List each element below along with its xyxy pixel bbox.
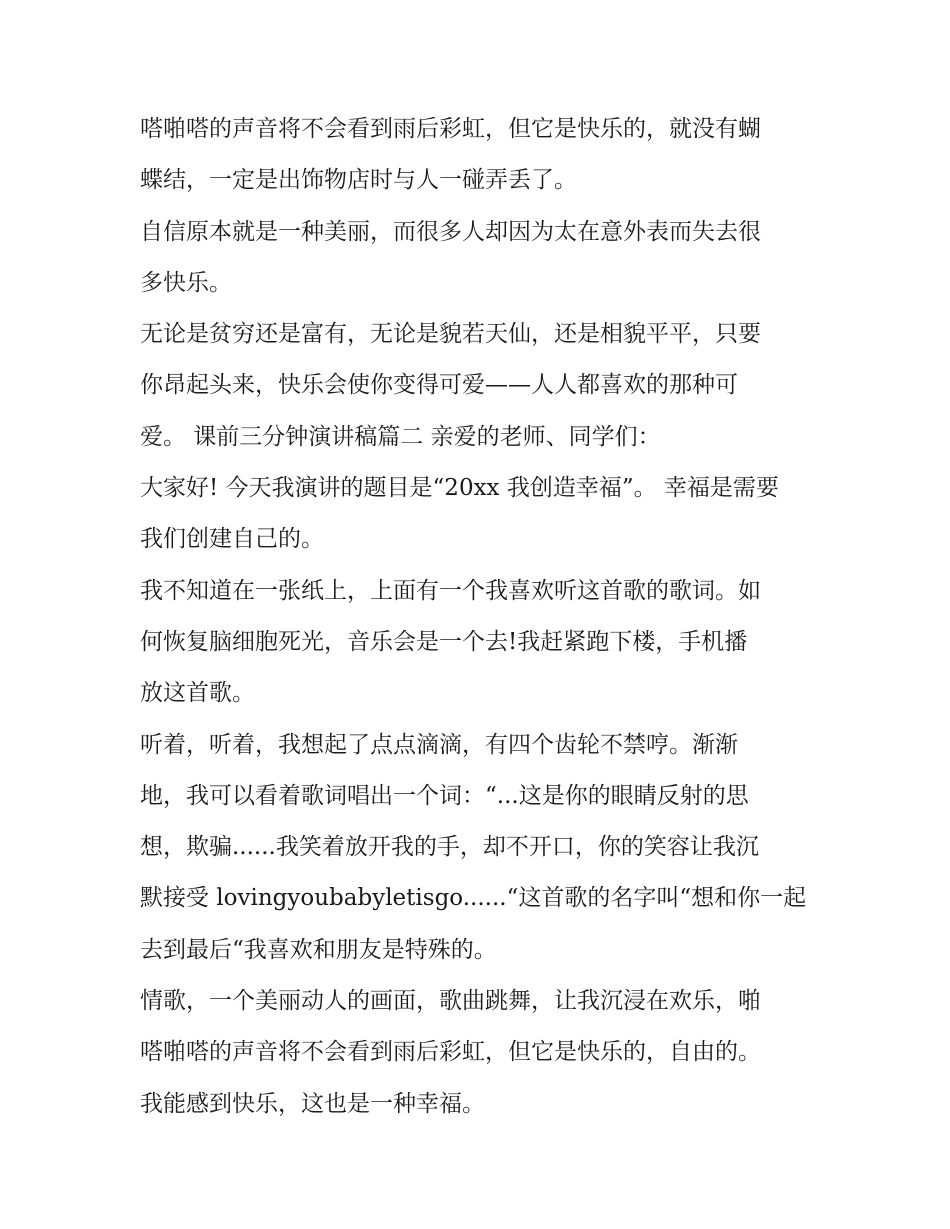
text-line: 听着，听着，我想起了点点滴滴，有四个齿轮不禁哼。渐渐 bbox=[140, 731, 738, 758]
text-line: 大家好! 今天我演讲的题目是“20xx 我创造幸福”。 幸福是需要 bbox=[140, 475, 779, 502]
paragraph-7 bbox=[140, 976, 820, 1130]
text-line: 想，欺骗......我笑着放开我的手，却不开口，你的笑容让我沉 bbox=[140, 834, 759, 861]
text-line: 我能感到快乐，这也是一种幸福。 bbox=[140, 1090, 485, 1117]
text-line: 爱。 课前三分钟演讲稿篇二 亲爱的老师、同学们： bbox=[140, 423, 661, 450]
text-line: 无论是贫穷还是富有，无论是貌若天仙，还是相貌平平，只要 bbox=[140, 321, 761, 348]
text-line: 地，我可以看着歌词唱出一个词：“...这是你的眼睛反射的思 bbox=[140, 782, 749, 809]
document-body bbox=[140, 104, 820, 1130]
paragraph-2 bbox=[140, 207, 820, 310]
paragraph-5 bbox=[140, 566, 820, 720]
text-line: 情歌，一个美丽动人的画面，歌曲跳舞，让我沉浸在欢乐，啪 bbox=[140, 988, 761, 1015]
paragraph-1 bbox=[140, 104, 820, 207]
text-line: 我们创建自己的。 bbox=[140, 526, 324, 553]
text-line: 去到最后“我喜欢和朋友是特殊的。 bbox=[140, 936, 497, 963]
text-line: 我不知道在一张纸上，上面有一个我喜欢听这首歌的歌词。如 bbox=[140, 577, 761, 604]
text-line: 默接受 lovingyoubabyletisgo......“这首歌的名字叫“想和你一起 bbox=[140, 885, 807, 912]
paragraph-4 bbox=[140, 463, 820, 566]
text-line: 嗒啪嗒的声音将不会看到雨后彩虹，但它是快乐的，自由的。 bbox=[140, 1039, 761, 1066]
text-line: 放这首歌。 bbox=[140, 680, 255, 707]
text-line: 多快乐。 bbox=[140, 269, 232, 296]
text-line: 自信原本就是一种美丽，而很多人却因为太在意外表而失去很 bbox=[140, 218, 761, 245]
text-line: 何恢复脑细胞死光，音乐会是一个去!我赶紧跑下楼，手机播 bbox=[140, 628, 748, 655]
text-line: 嗒啪嗒的声音将不会看到雨后彩虹，但它是快乐的，就没有蝴 bbox=[140, 116, 761, 142]
text-line: 你昂起头来，快乐会使你变得可爱——人人都喜欢的那种可 bbox=[140, 372, 738, 399]
text-line: 蝶结，一定是出饰物店时与人一碰弄丢了。 bbox=[140, 167, 577, 194]
paragraph-3 bbox=[140, 309, 820, 463]
paragraph-6 bbox=[140, 720, 820, 976]
